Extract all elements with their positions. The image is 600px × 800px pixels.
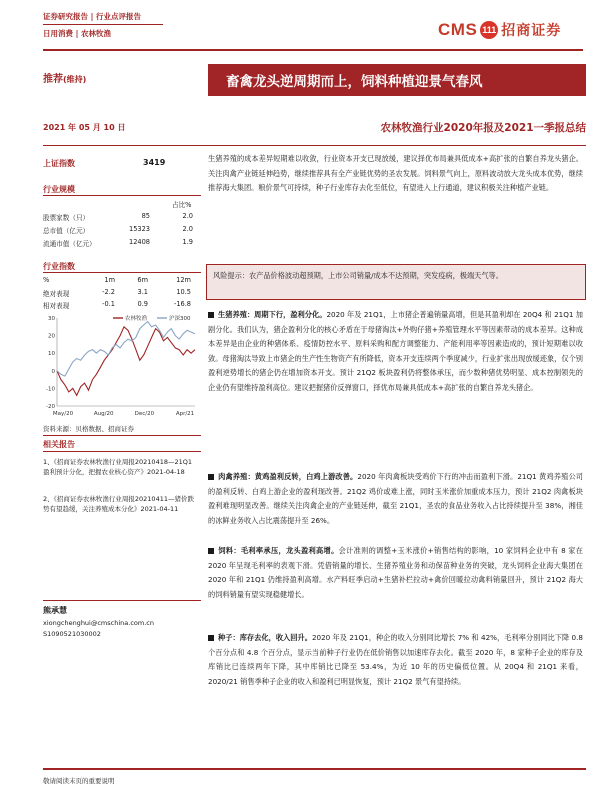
sector-label: 日用消费 | 农林牧渔 bbox=[43, 29, 111, 38]
point-feed bbox=[208, 544, 583, 602]
related-report-item: 1、《招商证券农林牧渔行业周报20210418—21Q1盈利预计分化，把握农业核心资产》2021-04-18 bbox=[43, 458, 192, 476]
point-head: 饲料：毛利率承压，龙头盈利高增。 bbox=[218, 546, 339, 555]
series-line-1 bbox=[57, 327, 195, 396]
bullet-square-icon bbox=[208, 548, 214, 554]
legend-label: 农林牧渔 bbox=[125, 316, 148, 322]
point-head: 种子：库存去化，收入回升。 bbox=[218, 633, 312, 642]
perf-row-label: 绝对表现 bbox=[43, 290, 70, 298]
performance-title: 行业指数 bbox=[43, 262, 75, 271]
rating-label: 推荐 bbox=[43, 74, 63, 85]
legend-label: 沪深300 bbox=[169, 316, 191, 322]
y-tick-label: -10 bbox=[46, 386, 55, 393]
scale-row-pct: 1.9 bbox=[182, 238, 193, 246]
y-tick-label: 0 bbox=[51, 368, 55, 375]
analyst-cert: S1090521030002 bbox=[43, 630, 101, 638]
x-tick-label: Dec/20 bbox=[134, 411, 155, 417]
scale-row-pct: 2.0 bbox=[182, 225, 193, 233]
scale-title: 行业规模 bbox=[43, 185, 75, 194]
point-body: 会计准则的调整+玉米涨价+销售结构的影响，10 家饲料企业中有 8 家在 2020 年呈现毛利率的表观下滑。凭借销量的增长、生猪养殖业务和动保苗种业务的突破，龙头饲料企业海大集团在 2020 年和 21Q1 仍维持盈利高增。水产料旺季启动+生猪补栏拉动+禽价回暖拉动禽料销量回升，预计 21Q2 海大的饲料销量有望实现稳健增长。 bbox=[208, 546, 583, 599]
perf-row-label: 相对表现 bbox=[43, 302, 70, 310]
point-poultry bbox=[208, 470, 583, 528]
y-tick-label: -20 bbox=[46, 404, 55, 410]
related-report-item: 2、《招商证券农林牧渔行业周报20210411—猪价跌势有望趋缓，关注养殖成本分化》2021-04-11 bbox=[43, 495, 194, 513]
logo-cn: 招商证券 bbox=[501, 23, 562, 39]
chart-source: 资料来源：贝格数据、招商证券 bbox=[43, 425, 134, 433]
x-tick-label: Apr/21 bbox=[175, 411, 195, 417]
analyst-name: 熊承慧 bbox=[43, 606, 67, 615]
risk-box: 风险提示：农产品价格波动超预期，上市公司销量/成本不达预期，突发疫病，极端天气等。 bbox=[206, 264, 586, 300]
y-tick-label: 30 bbox=[48, 316, 55, 322]
report-type: 证券研究报告 | 行业点评报告 bbox=[43, 12, 141, 21]
x-tick-label: May/20 bbox=[52, 411, 74, 417]
x-tick-label: Aug/20 bbox=[93, 411, 114, 417]
perf-value: -2.2 bbox=[102, 288, 115, 296]
y-tick-label: 20 bbox=[48, 333, 55, 340]
scale-row-label: 股票家数（只） bbox=[43, 214, 90, 222]
bullet-square-icon bbox=[208, 312, 214, 318]
rating-note: (维持) bbox=[63, 75, 87, 84]
industry-index-chart bbox=[43, 310, 203, 422]
related-title: 相关报告 bbox=[43, 440, 75, 449]
analyst-email: xiongchenghui@cmschina.com.cn bbox=[43, 619, 154, 627]
series-line-2 bbox=[57, 322, 195, 377]
point-body: 2020 年及 21Q1，种企的收入分别同比增长 7% 和 42%，毛利率分别同比下降 0.8 个百分点和 4.8 个百分点，显示当前种子行业仍在低价销售以加速库存去化。截至 2020 年，8 家种子企业的库存及库销比已连续两年下降，其中库销比已降至 53.4%，为近 10 年的历史偏低位置。从 20Q4 和 21Q1 来看，2020/21 销售季种子企业的收入和盈利已明显恢复，预计 21Q2 景气有望持续。 bbox=[208, 633, 583, 686]
point-head: 肉禽养殖：黄鸡盈利反转，白鸡上游改善。 bbox=[218, 472, 358, 481]
scale-row-value: 85 bbox=[141, 212, 150, 220]
scale-row-label: 总市值（亿元） bbox=[43, 227, 90, 235]
logo-badge-icon: 111 bbox=[480, 21, 498, 39]
cms-logo bbox=[438, 20, 561, 40]
point-head: 生猪养殖：周期下行，盈利分化。 bbox=[218, 310, 327, 319]
title-banner: 畜禽龙头逆周期而上，饲料种植迎景气春风 bbox=[208, 64, 586, 96]
point-body: 2020 年肉禽板块受鸡价下行的冲击而盈利下滑。21Q1 黄鸡养殖公司的盈利反转、白鸡上游企业的盈利现改善。21Q2 鸡价或难上涨，同时玉米涨价加重成本压力，预计 21Q2 肉禽板块盈利难现明显改善。继续关注肉禽企业的产业链延伸，截至 21Q1，圣农的食品业务收入占比持续提升至 38%，湘佳的冰鲜业务收入占比震荡提升至 26%。 bbox=[208, 472, 583, 525]
perf-value: -16.8 bbox=[173, 300, 191, 308]
perf-value: 10.5 bbox=[176, 288, 191, 296]
report-subtitle: 农林牧渔行业2020年报及2021一季报总结 bbox=[380, 122, 586, 134]
summary-paragraph: 生猪养殖的成本差异短期难以收敛，行业资本开支已现放缓，建议择优布局兼具低成本+高扩张的自繁自养龙头猪企。关注肉禽产业链延伸趋势，继续推荐具有全产业链优势的圣农发展。饲料景气向上，原料波动放大龙头成本优势，继续推荐海大集团。粮价景气可持续，种子行业库存去化至低位，有望进入上行通道，建议积极关注种植产业链。 bbox=[208, 154, 583, 193]
footer-note: 敬请阅读末页的重要说明 bbox=[43, 777, 115, 785]
index-label: 上证指数 bbox=[43, 159, 75, 168]
point-body: 2020 年及 21Q1，上市猪企普遍销量高增，但是其盈利却在 20Q4 和 21Q1 加剧分化。我们认为，猪企盈利分化的核心矛盾在于母猪淘汰+外购仔猪+养殖管理水平等因素带动的成本差异。这种成本差异是由企业的种猪体系、疫情防控水平、原料采购和配方调整能力、产能利用率等因素造成的，预计短期难以收敛。母猪淘汰导致上市猪企的生产性生物资产有所降低，资本开支连续两个季度减少，行业扩张出现放缓迹象，仅个别盈利逆势增长的猪企仍在增加资本开支。预计 21Q2 板块盈利仍将整体承压，而少数种猪优势明显、成本控制领先的企业仍有望维持盈利高位。建议把握猪价反弹窗口，择优布局兼具低成本+高扩张的自繁自养龙头猪企。 bbox=[208, 310, 583, 392]
bullet-square-icon bbox=[208, 474, 214, 480]
perf-value: 0.9 bbox=[137, 300, 148, 308]
scale-row-value: 12408 bbox=[129, 238, 150, 246]
perf-col-header: % bbox=[43, 276, 50, 284]
perf-value: 3.1 bbox=[137, 288, 148, 296]
index-value: 3419 bbox=[143, 158, 166, 167]
scale-row-label: 流通市值（亿元） bbox=[43, 240, 96, 248]
scale-col-header: 占比% bbox=[172, 201, 192, 209]
perf-col-header: 1m bbox=[104, 276, 115, 284]
perf-col-header: 12m bbox=[176, 276, 191, 284]
perf-value: -0.1 bbox=[102, 300, 115, 308]
bullet-square-icon bbox=[208, 635, 214, 641]
perf-col-header: 6m bbox=[137, 276, 148, 284]
y-tick-label: 10 bbox=[48, 351, 55, 358]
logo-latin: CMS bbox=[438, 20, 478, 39]
scale-row-pct: 2.0 bbox=[182, 212, 193, 220]
rating bbox=[43, 70, 86, 85]
scale-row-value: 15323 bbox=[129, 225, 150, 233]
report-date: 2021 年 05 月 10 日 bbox=[43, 123, 126, 132]
point-pig bbox=[208, 308, 583, 396]
point-seed bbox=[208, 631, 583, 689]
